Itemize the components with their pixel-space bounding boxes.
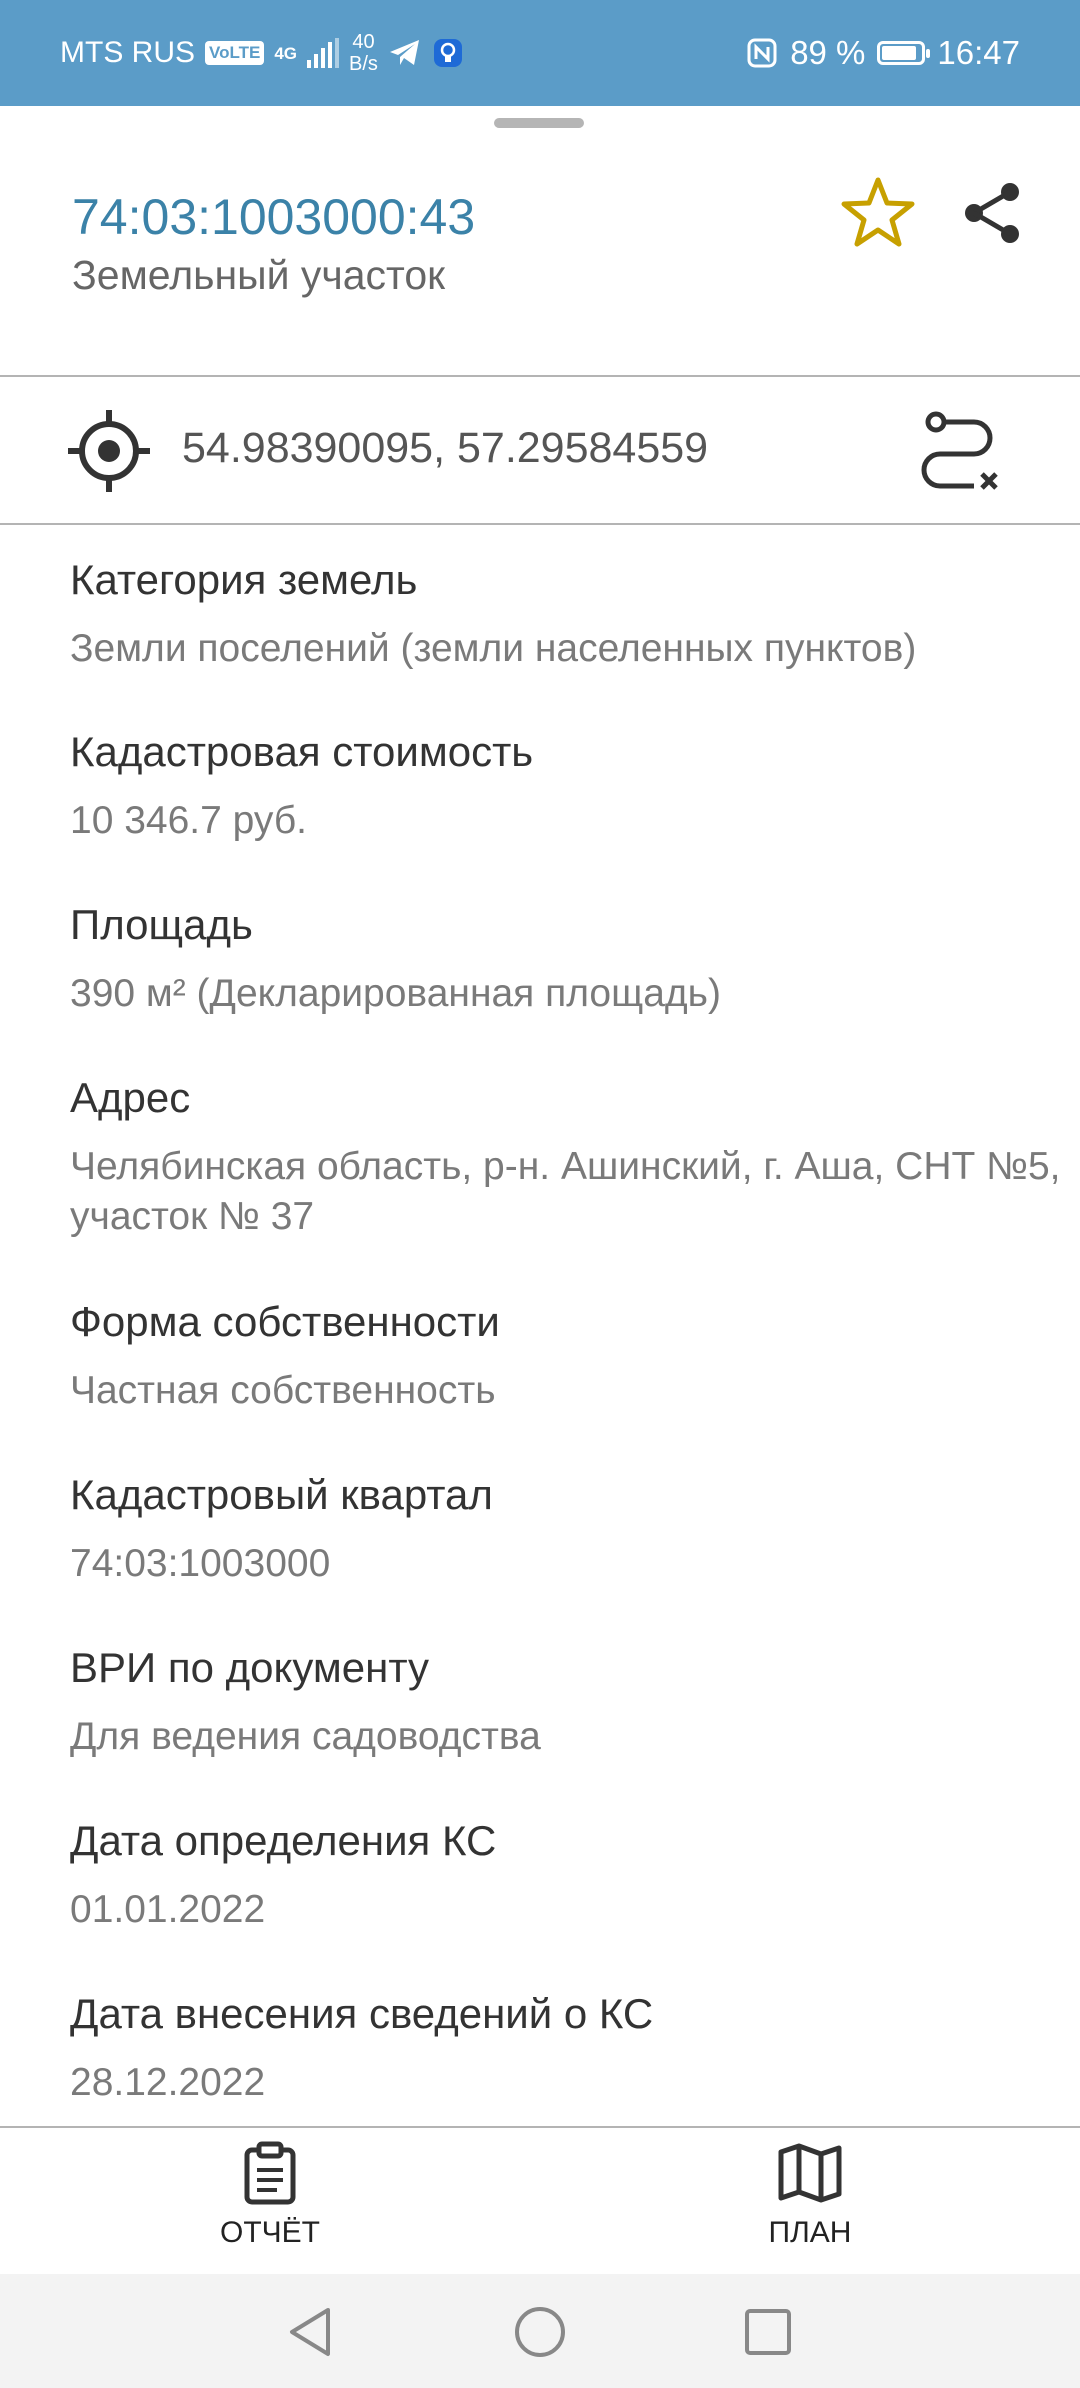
plan-label: ПЛАН xyxy=(768,2216,852,2249)
property-value: 10 346.7 руб. xyxy=(70,799,308,842)
star-icon xyxy=(838,172,918,252)
coordinates-text[interactable]: 54.98390095, 57.29584559 xyxy=(182,424,709,472)
route-off-button[interactable] xyxy=(918,408,1004,494)
map-icon xyxy=(777,2140,843,2206)
route-off-icon xyxy=(918,408,1004,494)
battery-percent: 89 % xyxy=(790,34,866,71)
signal-icon xyxy=(307,38,339,68)
property-item xyxy=(70,1296,1080,1416)
back-triangle-icon xyxy=(280,2302,340,2362)
cadastral-number[interactable]: 74:03:1003000:43 xyxy=(72,189,476,245)
share-button[interactable] xyxy=(958,178,1028,248)
property-item xyxy=(70,726,1080,846)
property-label: Адрес xyxy=(70,1074,191,1121)
battery-icon xyxy=(877,41,925,65)
crosshair-icon xyxy=(66,408,152,494)
home-button[interactable] xyxy=(510,2302,570,2362)
property-item xyxy=(70,1469,1080,1589)
volte-badge: VoLTE xyxy=(205,41,264,65)
property-value: 74:03:1003000 xyxy=(70,1542,331,1585)
recents-square-icon xyxy=(738,2302,798,2362)
coordinates-row xyxy=(0,378,1080,524)
property-label: Площадь xyxy=(70,901,253,948)
battery-fill xyxy=(882,46,916,60)
status-bar xyxy=(0,0,1080,106)
network-type: 4G xyxy=(274,43,297,63)
property-value: 28.12.2022 xyxy=(70,2061,266,2104)
property-label: Категория земель xyxy=(70,556,418,603)
property-label: ВРИ по документу xyxy=(70,1644,430,1691)
report-label: ОТЧЁТ xyxy=(219,2216,320,2249)
system-nav-bar xyxy=(0,2274,1080,2388)
share-icon xyxy=(958,178,1028,248)
divider xyxy=(0,523,1080,525)
property-label: Кадастровый квартал xyxy=(70,1471,493,1518)
telegram-icon xyxy=(388,38,422,68)
properties-list xyxy=(0,526,1080,2126)
status-right xyxy=(746,34,1020,72)
property-item xyxy=(70,1072,1080,1242)
sheet-drag-handle[interactable] xyxy=(494,118,584,128)
back-button[interactable] xyxy=(280,2302,340,2362)
favorite-button[interactable] xyxy=(838,172,918,252)
plan-button[interactable] xyxy=(680,2128,940,2274)
nfc-icon xyxy=(746,37,778,69)
clipboard-icon xyxy=(237,2140,303,2206)
object-type: Земельный участок xyxy=(72,252,446,298)
property-value: 390 м² (Декларированная площадь) xyxy=(70,972,721,1015)
property-label: Дата определения КС xyxy=(70,1817,497,1864)
property-label: Кадастровая стоимость xyxy=(70,728,534,775)
property-value: Земли поселений (земли населенных пунктов) xyxy=(70,627,917,670)
property-value: Челябинская область, р-н. Ашинский, г. Аша, СНТ №5, участок № 37 xyxy=(70,1145,1061,1238)
property-value: 01.01.2022 xyxy=(70,1888,266,1931)
property-item xyxy=(70,1642,1080,1762)
object-header xyxy=(0,150,1080,375)
property-label: Форма собственности xyxy=(70,1298,500,1345)
recents-button[interactable] xyxy=(738,2302,798,2362)
property-item xyxy=(70,1988,1080,2108)
carrier-name: MTS RUS xyxy=(60,36,195,69)
property-item xyxy=(70,899,1080,1019)
locate-button[interactable] xyxy=(66,408,152,494)
speed-value: 40 xyxy=(352,31,375,53)
property-item xyxy=(70,554,1080,674)
bottom-nav xyxy=(0,2128,1080,2274)
clock: 16:47 xyxy=(937,34,1020,71)
network-speed xyxy=(349,31,378,75)
vpn-shield-icon xyxy=(432,37,464,69)
speed-unit: B/s xyxy=(349,53,378,75)
report-button[interactable] xyxy=(140,2128,400,2274)
home-circle-icon xyxy=(510,2302,570,2362)
property-label: Дата внесения сведений о КС xyxy=(70,1990,654,2037)
property-item xyxy=(70,1815,1080,1935)
property-value: Частная собственность xyxy=(70,1369,496,1412)
status-left xyxy=(60,31,464,75)
property-value: Для ведения садоводства xyxy=(70,1715,541,1758)
divider xyxy=(0,375,1080,377)
